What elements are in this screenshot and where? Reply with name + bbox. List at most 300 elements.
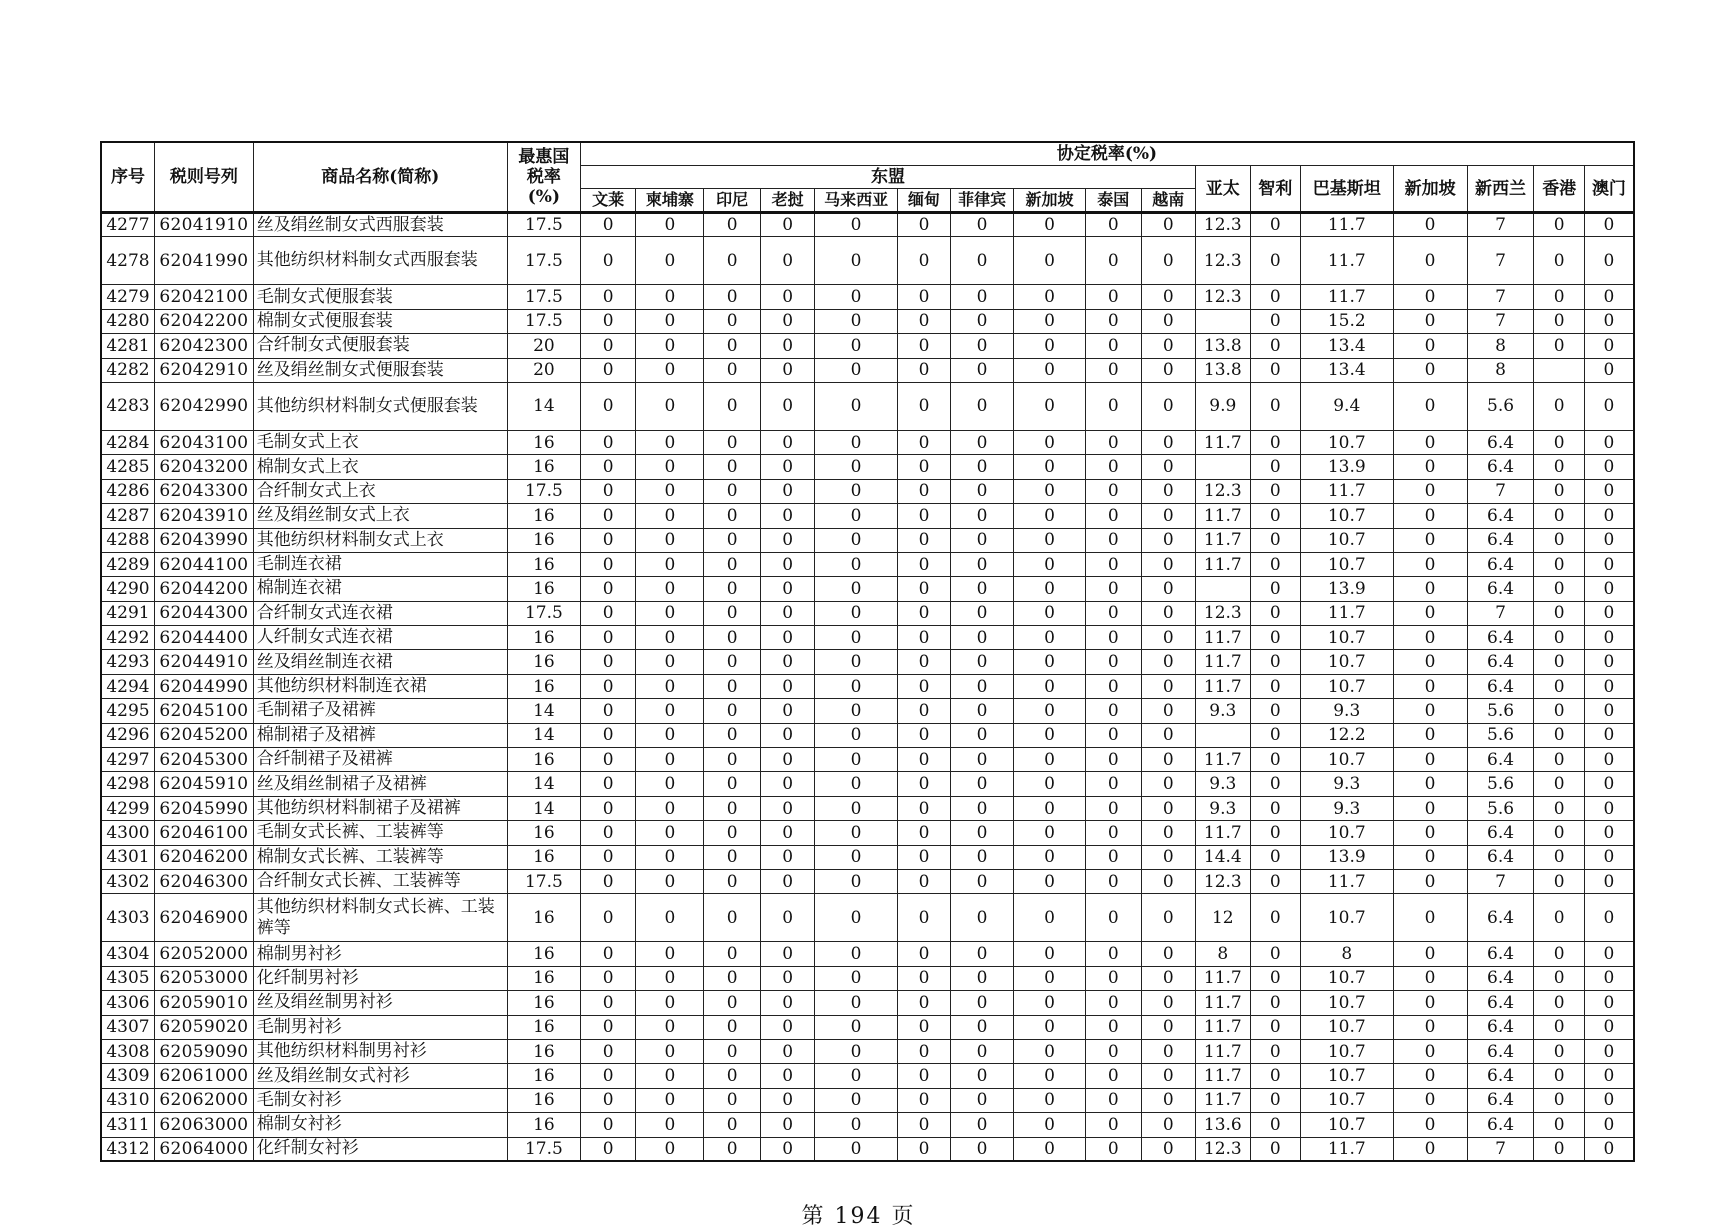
row-asean-rate: 0 <box>951 1039 1014 1063</box>
row-code: 62043300 <box>154 479 253 503</box>
row-seq: 4293 <box>101 650 154 674</box>
tariff-table <box>100 141 1635 1162</box>
row-seq: 4294 <box>101 674 154 698</box>
row-seq: 4296 <box>101 723 154 747</box>
row-asean-rate: 0 <box>704 382 761 430</box>
row-other-rate: 10.7 <box>1300 626 1393 650</box>
header-other: 智利 <box>1250 166 1300 213</box>
row-asean-rate: 0 <box>580 213 636 237</box>
row-other-rate: 0 <box>1393 894 1467 942</box>
row-other-rate: 0 <box>1393 748 1467 772</box>
row-asean-rate: 0 <box>580 455 636 479</box>
table-row <box>101 213 1634 237</box>
row-asean-rate: 0 <box>815 674 897 698</box>
row-asean-rate: 0 <box>580 504 636 528</box>
row-asean-rate: 0 <box>815 577 897 601</box>
row-asean-rate: 0 <box>636 382 704 430</box>
row-other-rate: 0 <box>1393 966 1467 990</box>
row-mfn-rate: 16 <box>507 577 580 601</box>
row-other-rate: 6.4 <box>1467 674 1534 698</box>
row-other-rate: 0 <box>1584 723 1634 747</box>
row-other-rate: 12.3 <box>1196 285 1251 309</box>
row-asean-rate: 0 <box>580 821 636 845</box>
row-other-rate: 7 <box>1467 237 1534 285</box>
row-other-rate: 0 <box>1250 748 1300 772</box>
row-other-rate: 0 <box>1393 723 1467 747</box>
row-name: 毛制女衬衫 <box>253 1088 507 1112</box>
row-asean-rate: 0 <box>636 1064 704 1088</box>
row-asean-rate: 0 <box>897 285 950 309</box>
row-asean-rate: 0 <box>897 309 950 333</box>
row-asean-rate: 0 <box>1013 285 1085 309</box>
table-row <box>101 285 1634 309</box>
row-name: 合纤制女式连衣裙 <box>253 601 507 625</box>
row-name: 棉制男衬衫 <box>253 942 507 966</box>
row-asean-rate: 0 <box>1013 674 1085 698</box>
row-code: 62042200 <box>154 309 253 333</box>
row-asean-rate: 0 <box>1085 772 1141 796</box>
row-other-rate: 7 <box>1467 601 1534 625</box>
row-asean-rate: 0 <box>704 1064 761 1088</box>
row-other-rate: 10.7 <box>1300 552 1393 576</box>
row-asean-rate: 0 <box>1013 577 1085 601</box>
row-asean-rate: 0 <box>760 552 815 576</box>
row-asean-rate: 0 <box>1085 1015 1141 1039</box>
row-asean-rate: 0 <box>1141 748 1196 772</box>
row-asean-rate: 0 <box>815 479 897 503</box>
row-other-rate: 6.4 <box>1467 504 1534 528</box>
row-other-rate: 0 <box>1584 821 1634 845</box>
row-asean-rate: 0 <box>815 821 897 845</box>
row-other-rate: 0 <box>1393 626 1467 650</box>
row-asean-rate: 0 <box>1141 528 1196 552</box>
row-other-rate: 9.3 <box>1196 772 1251 796</box>
row-asean-rate: 0 <box>1013 1113 1085 1137</box>
row-other-rate: 0 <box>1534 504 1584 528</box>
row-asean-rate: 0 <box>1141 1137 1196 1161</box>
row-other-rate: 6.4 <box>1467 552 1534 576</box>
row-asean-rate: 0 <box>704 504 761 528</box>
row-asean-rate: 0 <box>951 504 1014 528</box>
row-mfn-rate: 16 <box>507 1015 580 1039</box>
row-asean-rate: 0 <box>951 552 1014 576</box>
row-other-rate: 0 <box>1250 699 1300 723</box>
row-seq: 4310 <box>101 1088 154 1112</box>
row-seq: 4306 <box>101 991 154 1015</box>
row-other-rate: 5.6 <box>1467 796 1534 820</box>
row-asean-rate: 0 <box>1013 1137 1085 1161</box>
row-other-rate: 6.4 <box>1467 1113 1534 1137</box>
row-code: 62052000 <box>154 942 253 966</box>
row-other-rate: 0 <box>1250 991 1300 1015</box>
row-mfn-rate: 14 <box>507 796 580 820</box>
row-other-rate: 11.7 <box>1196 966 1251 990</box>
table-row <box>101 237 1634 285</box>
row-other-rate: 0 <box>1584 1039 1634 1063</box>
row-other-rate: 0 <box>1393 455 1467 479</box>
row-asean-rate: 0 <box>704 772 761 796</box>
row-asean-rate: 0 <box>1141 577 1196 601</box>
row-name: 丝及绢丝制裙子及裙裤 <box>253 772 507 796</box>
row-asean-rate: 0 <box>760 601 815 625</box>
row-other-rate: 10.7 <box>1300 650 1393 674</box>
row-asean-rate: 0 <box>760 650 815 674</box>
row-asean-rate: 0 <box>636 991 704 1015</box>
row-asean-rate: 0 <box>704 796 761 820</box>
row-asean-rate: 0 <box>704 552 761 576</box>
row-seq: 4280 <box>101 309 154 333</box>
row-mfn-rate: 17.5 <box>507 601 580 625</box>
row-other-rate: 9.3 <box>1300 796 1393 820</box>
row-asean-rate: 0 <box>1085 455 1141 479</box>
row-asean-rate: 0 <box>815 601 897 625</box>
row-other-rate: 6.4 <box>1467 1088 1534 1112</box>
row-other-rate: 12 <box>1196 894 1251 942</box>
row-other-rate: 0 <box>1584 334 1634 358</box>
row-asean-rate: 0 <box>704 358 761 382</box>
row-other-rate: 0 <box>1584 699 1634 723</box>
header-mfn-line3: (%) <box>527 187 560 207</box>
row-other-rate: 0 <box>1250 821 1300 845</box>
row-asean-rate: 0 <box>580 334 636 358</box>
row-asean-rate: 0 <box>951 796 1014 820</box>
row-asean-rate: 0 <box>951 455 1014 479</box>
row-other-rate: 0 <box>1250 723 1300 747</box>
row-asean-rate: 0 <box>704 1088 761 1112</box>
row-asean-rate: 0 <box>704 894 761 942</box>
row-other-rate: 15.2 <box>1300 309 1393 333</box>
row-code: 62043100 <box>154 430 253 454</box>
row-other-rate: 12.3 <box>1196 1137 1251 1161</box>
row-other-rate <box>1196 455 1251 479</box>
row-asean-rate: 0 <box>897 626 950 650</box>
row-other-rate: 0 <box>1534 455 1584 479</box>
row-name: 丝及绢丝制连衣裙 <box>253 650 507 674</box>
row-other-rate: 0 <box>1584 577 1634 601</box>
row-asean-rate: 0 <box>1085 942 1141 966</box>
header-mfn-line2: 税率 <box>526 167 561 187</box>
row-other-rate: 0 <box>1534 966 1584 990</box>
row-asean-rate: 0 <box>1141 821 1196 845</box>
row-mfn-rate: 17.5 <box>507 309 580 333</box>
row-seq: 4279 <box>101 285 154 309</box>
row-mfn-rate: 16 <box>507 942 580 966</box>
row-other-rate <box>1196 723 1251 747</box>
row-other-rate: 13.6 <box>1196 1113 1251 1137</box>
row-asean-rate: 0 <box>1141 674 1196 698</box>
row-asean-rate: 0 <box>1085 723 1141 747</box>
table-row <box>101 723 1634 747</box>
row-other-rate: 0 <box>1250 334 1300 358</box>
row-code: 62044200 <box>154 577 253 601</box>
row-asean-rate: 0 <box>760 942 815 966</box>
row-asean-rate: 0 <box>704 748 761 772</box>
row-asean-rate: 0 <box>1085 748 1141 772</box>
row-asean-rate: 0 <box>815 455 897 479</box>
row-asean-rate: 0 <box>815 1039 897 1063</box>
row-other-rate: 0 <box>1393 285 1467 309</box>
row-other-rate: 10.7 <box>1300 1064 1393 1088</box>
row-name: 丝及绢丝制男衬衫 <box>253 991 507 1015</box>
row-other-rate: 0 <box>1584 869 1634 893</box>
row-mfn-rate: 14 <box>507 772 580 796</box>
row-asean-rate: 0 <box>951 1088 1014 1112</box>
row-code: 62043910 <box>154 504 253 528</box>
row-asean-rate: 0 <box>580 577 636 601</box>
row-asean-rate: 0 <box>1085 577 1141 601</box>
row-asean-rate: 0 <box>1141 991 1196 1015</box>
row-asean-rate: 0 <box>760 504 815 528</box>
row-other-rate: 0 <box>1584 309 1634 333</box>
row-asean-rate: 0 <box>760 1015 815 1039</box>
row-asean-rate: 0 <box>636 237 704 285</box>
row-asean-rate: 0 <box>580 869 636 893</box>
row-other-rate <box>1196 309 1251 333</box>
row-asean-rate: 0 <box>1013 1064 1085 1088</box>
row-other-rate: 11.7 <box>1196 626 1251 650</box>
row-asean-rate: 0 <box>951 285 1014 309</box>
row-other-rate: 7 <box>1467 1137 1534 1161</box>
table-row <box>101 1064 1634 1088</box>
table-row <box>101 650 1634 674</box>
row-asean-rate: 0 <box>951 650 1014 674</box>
row-code: 62044100 <box>154 552 253 576</box>
row-name: 毛制女式长裤、工装裤等 <box>253 821 507 845</box>
row-asean-rate: 0 <box>1085 699 1141 723</box>
row-asean-rate: 0 <box>636 626 704 650</box>
row-other-rate: 0 <box>1584 1113 1634 1137</box>
row-other-rate: 0 <box>1584 1137 1634 1161</box>
row-asean-rate: 0 <box>1141 796 1196 820</box>
row-asean-rate: 0 <box>760 430 815 454</box>
row-asean-rate: 0 <box>815 1064 897 1088</box>
row-other-rate: 0 <box>1534 942 1584 966</box>
row-other-rate: 6.4 <box>1467 942 1534 966</box>
row-asean-rate: 0 <box>636 1039 704 1063</box>
row-seq: 4308 <box>101 1039 154 1063</box>
row-asean-rate: 0 <box>704 1015 761 1039</box>
row-other-rate: 10.7 <box>1300 674 1393 698</box>
row-asean-rate: 0 <box>1085 601 1141 625</box>
table-row <box>101 699 1634 723</box>
header-asean-country: 菲律宾 <box>951 189 1014 213</box>
row-name: 其他纺织材料制连衣裙 <box>253 674 507 698</box>
row-asean-rate: 0 <box>1013 942 1085 966</box>
row-asean-rate: 0 <box>951 1064 1014 1088</box>
row-code: 62044400 <box>154 626 253 650</box>
row-code: 62059090 <box>154 1039 253 1063</box>
row-asean-rate: 0 <box>1085 213 1141 237</box>
row-mfn-rate: 16 <box>507 504 580 528</box>
row-other-rate: 0 <box>1584 674 1634 698</box>
row-name: 其他纺织材料制女式西服套装 <box>253 237 507 285</box>
row-asean-rate: 0 <box>897 942 950 966</box>
row-asean-rate: 0 <box>704 479 761 503</box>
row-asean-rate: 0 <box>951 334 1014 358</box>
row-asean-rate: 0 <box>1085 552 1141 576</box>
row-asean-rate: 0 <box>1013 1015 1085 1039</box>
row-asean-rate: 0 <box>815 285 897 309</box>
header-asean-country: 缅甸 <box>897 189 950 213</box>
row-other-rate: 0 <box>1534 601 1584 625</box>
row-asean-rate: 0 <box>1085 845 1141 869</box>
row-asean-rate: 0 <box>897 1088 950 1112</box>
row-asean-rate: 0 <box>636 845 704 869</box>
row-other-rate: 0 <box>1534 528 1584 552</box>
row-asean-rate: 0 <box>1141 845 1196 869</box>
row-other-rate: 8 <box>1467 334 1534 358</box>
row-mfn-rate: 16 <box>507 991 580 1015</box>
row-asean-rate: 0 <box>1085 796 1141 820</box>
row-asean-rate: 0 <box>1085 479 1141 503</box>
row-asean-rate: 0 <box>897 601 950 625</box>
row-other-rate: 11.7 <box>1300 285 1393 309</box>
row-asean-rate: 0 <box>760 869 815 893</box>
row-other-rate: 7 <box>1467 869 1534 893</box>
row-asean-rate: 0 <box>704 430 761 454</box>
row-other-rate: 0 <box>1584 966 1634 990</box>
row-asean-rate: 0 <box>1013 748 1085 772</box>
row-seq: 4286 <box>101 479 154 503</box>
row-other-rate: 12.3 <box>1196 237 1251 285</box>
row-asean-rate: 0 <box>897 966 950 990</box>
row-asean-rate: 0 <box>815 748 897 772</box>
row-other-rate: 0 <box>1250 942 1300 966</box>
row-mfn-rate: 16 <box>507 1064 580 1088</box>
row-other-rate: 5.6 <box>1467 382 1534 430</box>
row-asean-rate: 0 <box>951 601 1014 625</box>
row-name: 毛制男衬衫 <box>253 1015 507 1039</box>
row-other-rate: 0 <box>1393 479 1467 503</box>
row-other-rate: 0 <box>1534 285 1584 309</box>
row-other-rate: 0 <box>1534 626 1584 650</box>
row-other-rate: 6.4 <box>1467 626 1534 650</box>
row-other-rate: 12.3 <box>1196 213 1251 237</box>
row-code: 62042990 <box>154 382 253 430</box>
row-other-rate: 10.7 <box>1300 430 1393 454</box>
row-code: 62042910 <box>154 358 253 382</box>
row-asean-rate: 0 <box>1141 213 1196 237</box>
row-asean-rate: 0 <box>815 942 897 966</box>
row-other-rate: 10.7 <box>1300 1088 1393 1112</box>
row-other-rate: 0 <box>1393 309 1467 333</box>
table-row <box>101 479 1634 503</box>
row-other-rate: 0 <box>1393 577 1467 601</box>
row-asean-rate: 0 <box>636 455 704 479</box>
row-other-rate: 0 <box>1534 894 1584 942</box>
row-other-rate: 0 <box>1584 1088 1634 1112</box>
row-asean-rate: 0 <box>815 966 897 990</box>
row-seq: 4288 <box>101 528 154 552</box>
row-asean-rate: 0 <box>580 1015 636 1039</box>
row-asean-rate: 0 <box>897 845 950 869</box>
row-other-rate: 11.7 <box>1196 1015 1251 1039</box>
row-asean-rate: 0 <box>760 894 815 942</box>
row-seq: 4299 <box>101 796 154 820</box>
row-asean-rate: 0 <box>760 748 815 772</box>
row-other-rate: 11.7 <box>1196 991 1251 1015</box>
row-name: 丝及绢丝制女式西服套装 <box>253 213 507 237</box>
row-other-rate: 8 <box>1467 358 1534 382</box>
table-row <box>101 504 1634 528</box>
row-asean-rate: 0 <box>1141 601 1196 625</box>
row-other-rate: 14.4 <box>1196 845 1251 869</box>
table-row <box>101 869 1634 893</box>
row-other-rate: 0 <box>1393 1015 1467 1039</box>
row-other-rate: 9.3 <box>1300 772 1393 796</box>
row-asean-rate: 0 <box>704 674 761 698</box>
row-asean-rate: 0 <box>1141 1088 1196 1112</box>
row-asean-rate: 0 <box>636 1088 704 1112</box>
row-asean-rate: 0 <box>760 455 815 479</box>
row-asean-rate: 0 <box>760 966 815 990</box>
row-asean-rate: 0 <box>1085 1137 1141 1161</box>
row-other-rate: 11.7 <box>1300 601 1393 625</box>
row-name: 毛制女式上衣 <box>253 430 507 454</box>
row-asean-rate: 0 <box>580 601 636 625</box>
row-name: 合纤制女式上衣 <box>253 479 507 503</box>
row-mfn-rate: 14 <box>507 699 580 723</box>
row-asean-rate: 0 <box>760 626 815 650</box>
row-mfn-rate: 17.5 <box>507 213 580 237</box>
row-asean-rate: 0 <box>636 479 704 503</box>
row-other-rate: 10.7 <box>1300 991 1393 1015</box>
row-other-rate: 13.4 <box>1300 334 1393 358</box>
row-asean-rate: 0 <box>1141 552 1196 576</box>
row-asean-rate: 0 <box>636 772 704 796</box>
row-asean-rate: 0 <box>1085 382 1141 430</box>
row-other-rate: 5.6 <box>1467 699 1534 723</box>
row-code: 62046900 <box>154 894 253 942</box>
row-asean-rate: 0 <box>1085 309 1141 333</box>
row-other-rate: 0 <box>1584 430 1634 454</box>
row-asean-rate: 0 <box>1085 821 1141 845</box>
row-mfn-rate: 16 <box>507 455 580 479</box>
row-asean-rate: 0 <box>1013 552 1085 576</box>
row-asean-rate: 0 <box>815 772 897 796</box>
row-asean-rate: 0 <box>815 382 897 430</box>
row-asean-rate: 0 <box>951 894 1014 942</box>
row-other-rate: 11.7 <box>1300 869 1393 893</box>
row-asean-rate: 0 <box>1013 382 1085 430</box>
row-asean-rate: 0 <box>704 991 761 1015</box>
row-asean-rate: 0 <box>580 309 636 333</box>
row-asean-rate: 0 <box>897 577 950 601</box>
row-asean-rate: 0 <box>760 821 815 845</box>
row-other-rate: 0 <box>1534 213 1584 237</box>
row-other-rate: 0 <box>1584 845 1634 869</box>
row-asean-rate: 0 <box>951 237 1014 285</box>
row-asean-rate: 0 <box>704 213 761 237</box>
row-asean-rate: 0 <box>815 213 897 237</box>
row-asean-rate: 0 <box>636 1137 704 1161</box>
row-other-rate: 0 <box>1250 626 1300 650</box>
row-name: 毛制裙子及裙裤 <box>253 699 507 723</box>
row-asean-rate: 0 <box>1141 1113 1196 1137</box>
row-asean-rate: 0 <box>704 1137 761 1161</box>
row-asean-rate: 0 <box>897 650 950 674</box>
row-other-rate: 0 <box>1250 528 1300 552</box>
row-asean-rate: 0 <box>1013 869 1085 893</box>
row-asean-rate: 0 <box>1141 309 1196 333</box>
table-row <box>101 1113 1634 1137</box>
row-asean-rate: 0 <box>1141 334 1196 358</box>
row-other-rate: 0 <box>1250 869 1300 893</box>
row-other-rate: 12.3 <box>1196 869 1251 893</box>
row-asean-rate: 0 <box>1013 455 1085 479</box>
table-row <box>101 309 1634 333</box>
table-row <box>101 845 1634 869</box>
